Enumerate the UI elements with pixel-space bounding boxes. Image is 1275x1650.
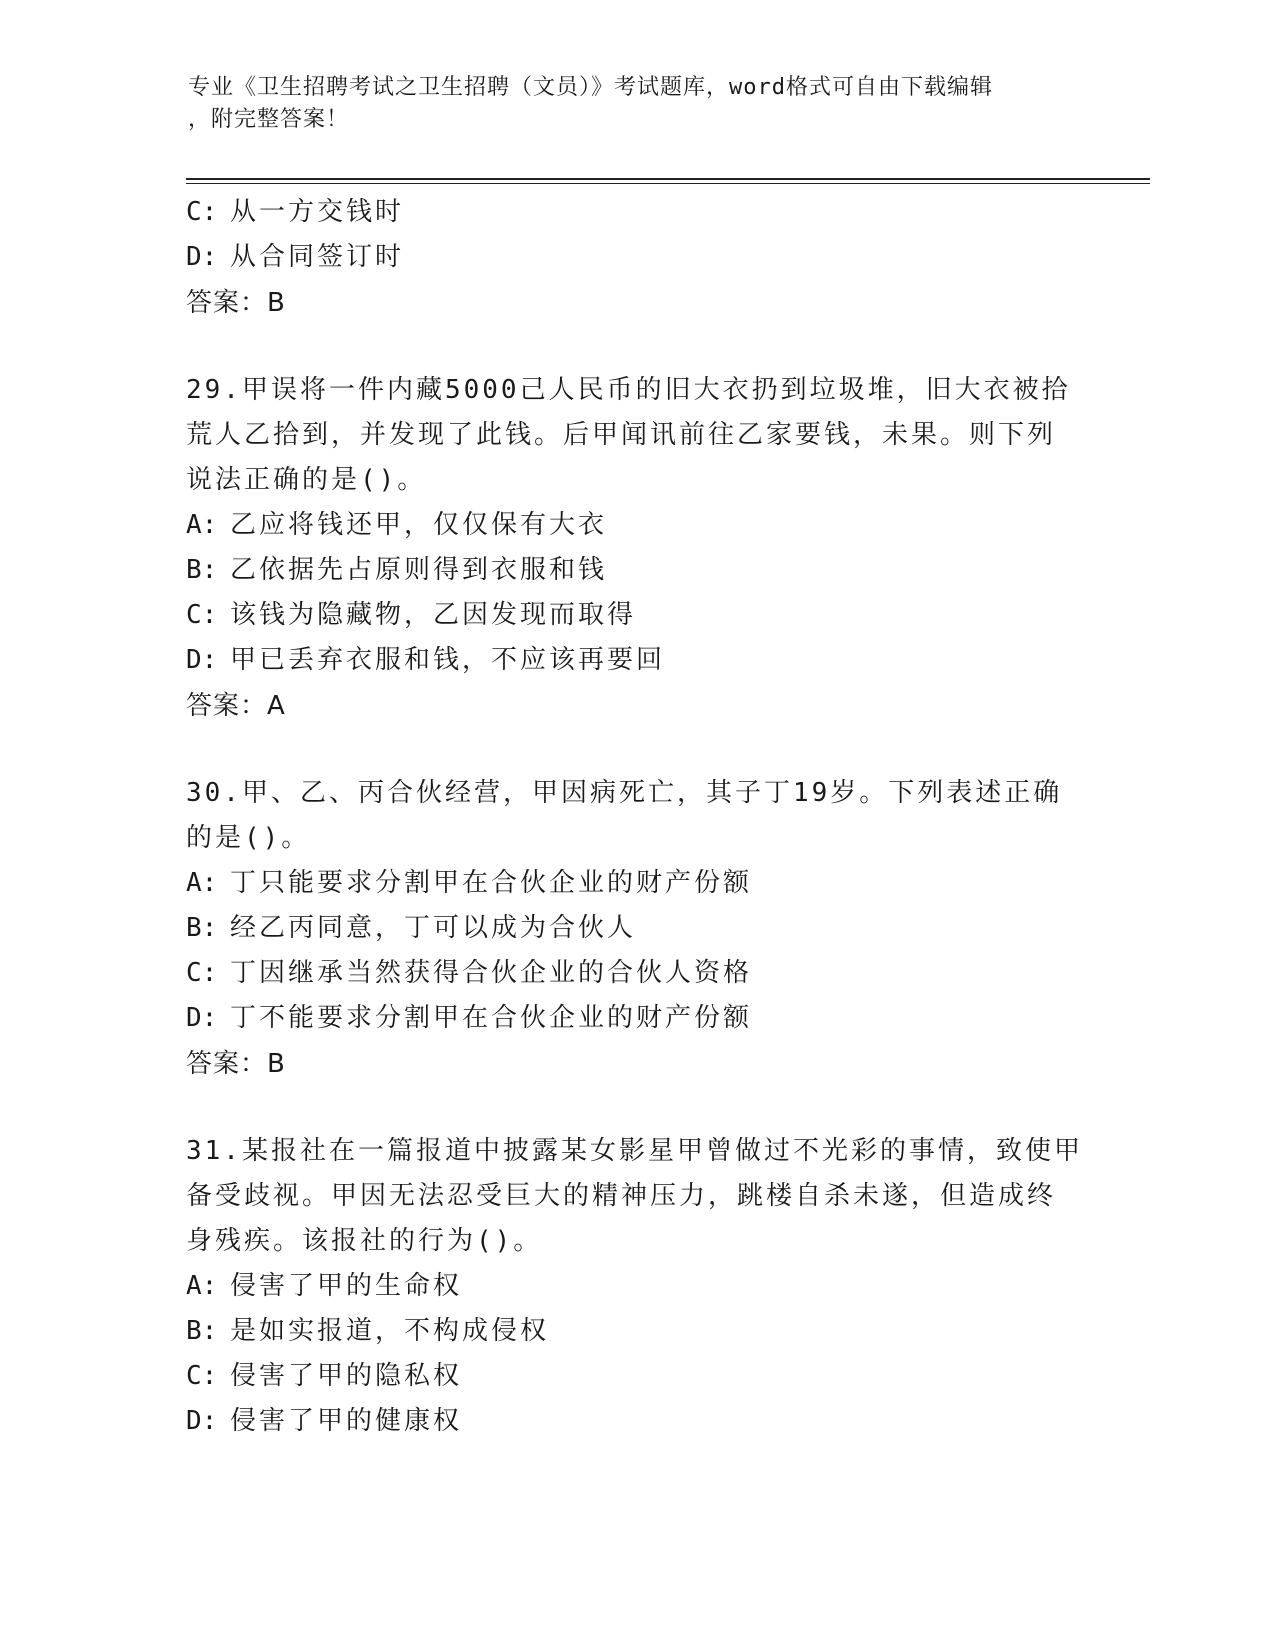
question-text-line: 29.甲误将一件内藏5000己人民币的旧大衣扔到垃圾堆，旧大衣被拾 [186, 375, 1071, 405]
option-a: A: 侵害了甲的生命权 [186, 1271, 463, 1301]
option-a: A: 乙应将钱还甲，仅仅保有大衣 [186, 510, 608, 540]
option-a: A: 丁只能要求分割甲在合伙企业的财产份额 [186, 868, 753, 898]
option-d: D: 丁不能要求分割甲在合伙企业的财产份额 [186, 1003, 753, 1033]
question-text-line: 身残疾。该报社的行为()。 [186, 1226, 543, 1256]
question-29 [186, 368, 1086, 729]
header-rule-thick [186, 178, 1150, 180]
header-line-2: ，附完整答案！ [188, 107, 350, 132]
question-30 [186, 771, 1086, 1087]
option-d: D: 从合同签订时 [186, 242, 405, 272]
option-c: C: 丁因继承当然获得合伙企业的合伙人资格 [186, 958, 753, 988]
document-body [186, 190, 1086, 1444]
question-text-line: 说法正确的是()。 [186, 465, 427, 495]
document-header [188, 72, 1088, 136]
question-text-line: 的是()。 [186, 823, 311, 853]
header-rule-thin [186, 183, 1150, 184]
answer: 答案：B [186, 1049, 286, 1079]
prev-question [186, 190, 1086, 326]
question-text-line: 备受歧视。甲因无法忍受巨大的精神压力，跳楼自杀未遂，但造成终 [186, 1181, 1057, 1211]
option-b: B: 乙依据先占原则得到衣服和钱 [186, 555, 608, 585]
answer: 答案：B [186, 288, 286, 318]
option-d: D: 侵害了甲的健康权 [186, 1406, 463, 1436]
option-b: B: 经乙丙同意，丁可以成为合伙人 [186, 913, 637, 943]
header-line-1: 专业《卫生招聘考试之卫生招聘（文员）》考试题库，word格式可自由下载编辑 [188, 75, 993, 100]
option-b: B: 是如实报道，不构成侵权 [186, 1316, 550, 1346]
answer: 答案：A [186, 691, 286, 721]
question-31 [186, 1129, 1086, 1444]
question-text-line: 31.某报社在一篇报道中披露某女影星甲曾做过不光彩的事情，致使甲 [186, 1136, 1083, 1166]
option-d: D: 甲已丢弃衣服和钱，不应该再要回 [186, 645, 666, 675]
option-c: C: 侵害了甲的隐私权 [186, 1361, 463, 1391]
option-c: C: 该钱为隐藏物，乙因发现而取得 [186, 600, 637, 630]
option-c: C: 从一方交钱时 [186, 197, 405, 227]
question-text-line: 30.甲、乙、丙合伙经营，甲因病死亡，其子丁19岁。下列表述正确 [186, 778, 1063, 808]
question-text-line: 荒人乙拾到，并发现了此钱。后甲闻讯前往乙家要钱，未果。则下列 [186, 420, 1057, 450]
